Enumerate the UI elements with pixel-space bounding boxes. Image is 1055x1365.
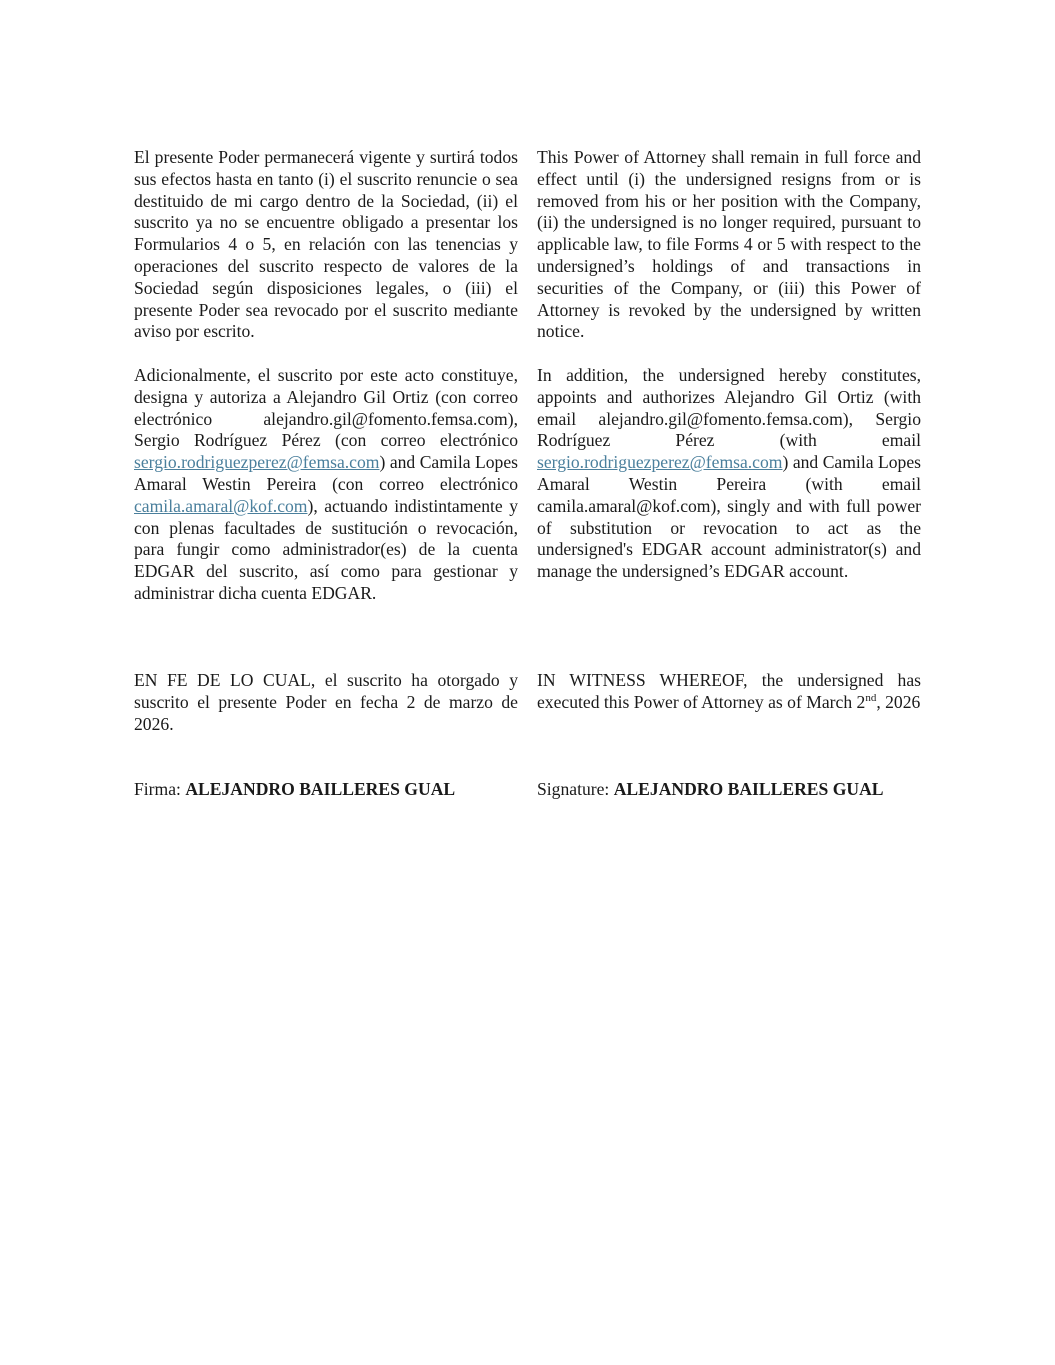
email-link-camila[interactable]: camila.amaral@kof.com [134,495,308,516]
email-link-sergio[interactable]: sergio.rodriguezperez@femsa.com [134,452,380,473]
english-validity-paragraph: This Power of Attorney shall remain in full force and effect until (i) the undersigned resigns from or is removed from his or her position with the Company, (ii) the undersigned is no longer required, pursuant to applicable law, to file Forms 4 or 5 with respect to the undersigned’s holdings of and transactions in securities of the Company, or (iii) this Power of Attorney is revoked by the undersigned by written notice. [537,147,921,342]
signature-label: Signature: [537,779,614,799]
spanish-edgar-paragraph [134,365,518,605]
english-edgar-paragraph [537,365,921,583]
spanish-validity-paragraph: El presente Poder permanecerá vigente y surtirá todos sus efectos hasta en tanto (i) el suscrito renuncie o sea destituido de mi cargo dentro de la Sociedad, (ii) el suscrito ya no se encuentre obligado a presentar los Formularios 4 o 5, en relación con las tenencias y operaciones del suscrito respecto de valores de la Sociedad según disposiciones legales, o (iii) el presente Poder sea revocado por el suscrito mediante aviso por escrito. [134,147,518,342]
spanish-edgar-text-a: Adicionalmente, el suscrito por este acto constituye, designa y autoriza a Alejandro Gil Ortiz (con correo electrónico alejandro.gil@fomento.femsa.com), Sergio Rodríguez Pérez (con correo electrónico [134,365,518,451]
english-signature-line [537,779,921,801]
english-witness-text-a: IN WITNESS WHEREOF, the undersigned has executed this Power of Attorney as of March 2 [537,670,921,712]
ordinal-superscript: nd [865,691,877,704]
signatory-name: ALEJANDRO BAILLERES GUAL [185,779,456,799]
english-witness-paragraph [537,670,921,714]
email-link-sergio[interactable]: sergio.rodriguezperez@femsa.com [537,452,783,473]
english-edgar-text-b: ) and Camila Lopes Amaral Westin Pereira (with email camila.amaral@kof.com), singly and with full power of substitution or revocation to act as the undersigned's EDGAR account administrator(s) and manage the undersigned’s EDGAR account. [537,452,921,582]
signatory-name: ALEJANDRO BAILLERES GUAL [613,779,884,799]
spanish-signature-line [134,779,518,801]
english-edgar-text-a: In addition, the undersigned hereby constitutes, appoints and authorizes Alejandro Gil Ortiz (with email alejandro.gil@fomento.femsa.com), Sergio Rodríguez Pérez (with email [537,365,921,451]
spanish-edgar-text-c: ), actuando indistintamente y con plenas facultades de sustitución o revocación, para fungir como administrador(es) de la cuenta EDGAR del suscrito, así como para gestionar y administrar dicha cuenta EDGAR. [134,495,518,603]
spanish-witness-paragraph: EN FE DE LO CUAL, el suscrito ha otorgado y suscrito el presente Poder en fecha 2 de marzo de 2026. [134,670,518,734]
spanish-edgar-text-b: ) and Camila Lopes Amaral Westin Pereira (con correo electrónico [134,452,518,494]
english-witness-text-b: , 2026 [876,691,921,712]
signature-label: Firma: [134,779,186,799]
